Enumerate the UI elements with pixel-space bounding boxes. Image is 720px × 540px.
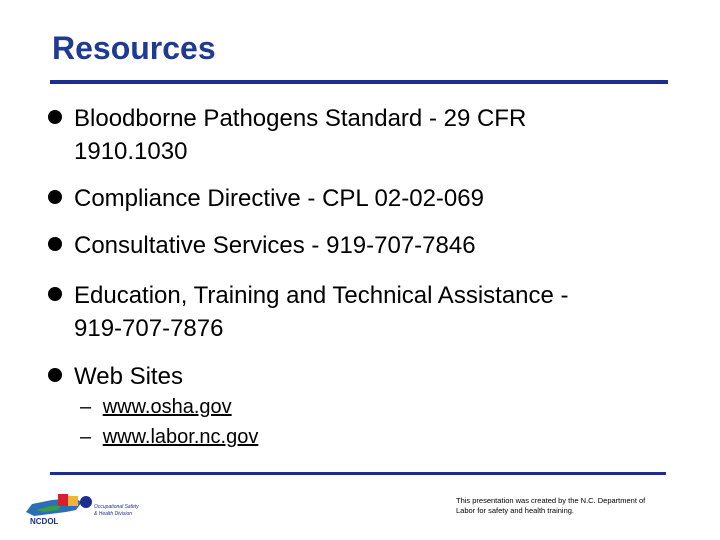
bullet-text: Consultative Services - 919-707-7846	[74, 232, 476, 259]
logo-abbr: NCDOL	[30, 517, 59, 526]
dash-icon: –	[80, 396, 92, 418]
bullet-icon	[48, 237, 62, 251]
ncdol-logo	[22, 490, 162, 532]
list-item	[48, 229, 654, 262]
list-item	[48, 279, 654, 345]
title-divider	[50, 80, 668, 84]
credit-text: This presentation was created by the N.C. Department of Labor for safety and health training.	[456, 496, 646, 515]
bullet-text: Compliance Directive - CPL 02-02-069	[74, 185, 484, 212]
footer-divider	[50, 472, 666, 475]
list-item	[48, 102, 654, 168]
list-item	[48, 182, 654, 215]
bullet-text: Bloodborne Pathogens Standard - 29 CFR	[74, 105, 527, 132]
nc-labor-link[interactable]: www.labor.nc.gov	[102, 426, 259, 448]
bullet-icon	[48, 110, 62, 124]
bullet-icon	[48, 368, 62, 382]
logo-division-line1: Occupational Safety	[94, 504, 139, 510]
page-title: Resources	[52, 30, 216, 66]
bullet-icon	[48, 190, 62, 204]
bullet-icon	[48, 287, 62, 301]
bullet-text: 1910.1030	[74, 138, 188, 165]
list-item	[48, 360, 654, 393]
sub-list-item	[80, 426, 258, 449]
dash-icon: –	[80, 426, 92, 448]
bullet-text: Web Sites	[74, 363, 183, 390]
logo-division-line2: & Health Division	[94, 511, 133, 517]
osha-link[interactable]: www.osha.gov	[102, 396, 232, 418]
bullet-text: Education, Training and Technical Assistance -	[74, 282, 569, 309]
sub-list-item	[80, 396, 232, 419]
bullet-text: 919-707-7876	[74, 315, 224, 342]
